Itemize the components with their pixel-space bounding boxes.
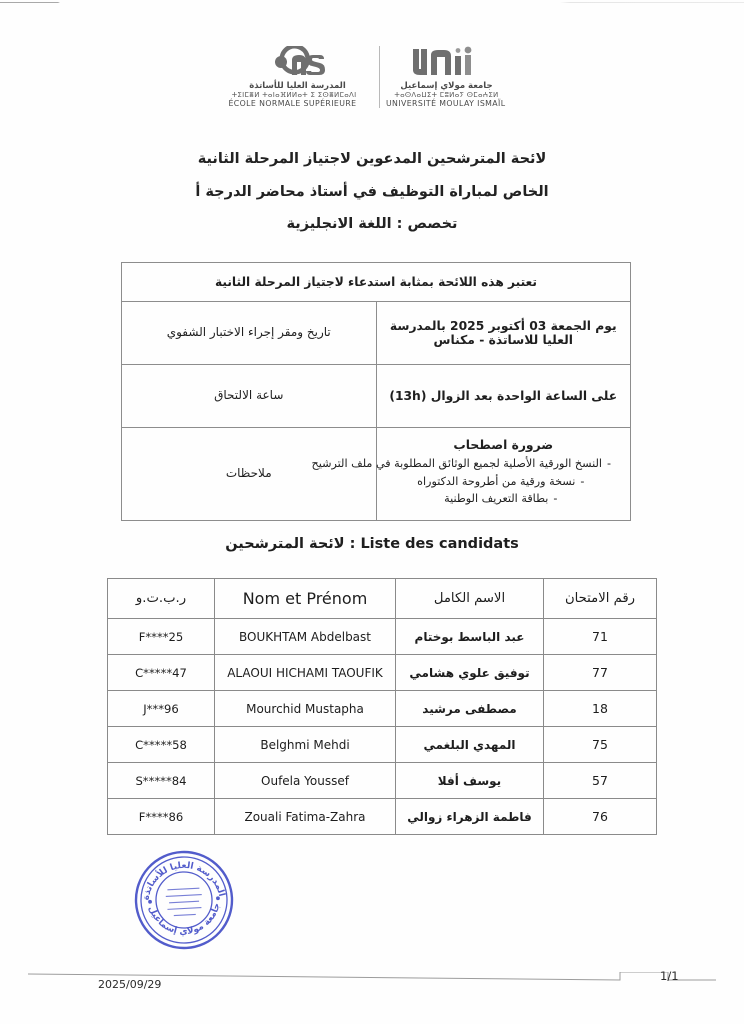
logo-divider [379, 46, 380, 108]
cell-full-name-ar: فاطمة الزهراء زوالي [396, 799, 544, 835]
table-row [108, 655, 657, 691]
notes-list [311, 455, 617, 508]
notes-bullet-dash: - [606, 456, 612, 470]
cell-exam-number: 18 [544, 691, 657, 727]
notes-bullet-dash: - [580, 474, 585, 488]
info-row-date [122, 302, 631, 365]
cell-cin: F****86 [108, 799, 215, 835]
column-header-cin: ر.ب.ت.و [108, 579, 215, 619]
info-label-date: تاريخ ومقر إجراء الاختبار الشفوي [122, 302, 377, 365]
cell-cin: F****25 [108, 619, 215, 655]
column-header-full-name-ar: الاسم الكامل [396, 579, 544, 619]
title-line-3: تخصص : اللغة الانجليزية [286, 216, 458, 232]
umi-tifinagh-name: ⵜⴰⵙⴷⴰⵡⵉⵜ ⵎⵓⵍⴰⵢ ⵙⵎⴰⵄⵉⵍ [394, 91, 499, 100]
scan-artifact-line [0, 2, 744, 3]
footer-date: 2025/09/29 [98, 978, 162, 991]
cell-full-name-fr: ALAOUI HICHAMI TAOUFIK [215, 655, 396, 691]
notes-item-text: بطاقة التعريف الوطنية [444, 492, 549, 506]
info-banner-cell: تعتبر هذه اللائحة بمثابة استدعاء لاجتياز المرحلة الثانية [122, 263, 631, 302]
ens-tifinagh-name: ⵜⵉⵏⵎⴻⵍ ⵜⴰⵏⴰⴼⵍⵍⴰⵜ ⵉ ⵉⵙⴻⵍⵎⴰⴷⵏ [231, 91, 357, 100]
info-label-time: ساعة الالتحاق [122, 365, 377, 428]
table-row [108, 619, 657, 655]
cell-full-name-ar: توفيق علوي هشامي [396, 655, 544, 691]
notes-item-text: نسخة ورقية من أطروحة الدكتوراه [417, 474, 576, 488]
official-stamp [115, 845, 252, 956]
ens-arabic-name: المدرسة العليا للأساتذة [249, 81, 346, 91]
cell-cin: C*****47 [108, 655, 215, 691]
table-row [108, 763, 657, 799]
cell-full-name-fr: BOUKHTAM Abdelbast [215, 619, 396, 655]
cell-full-name-ar: المهدي البلغمي [396, 727, 544, 763]
stamp-outer-text: المدرسة العليا للأساتذة [141, 860, 227, 902]
stamp-inner-text: جامعة مولاي إسماعيل [146, 901, 223, 938]
ens-french-name: ÉCOLE NORMALE SUPÉRIEURE [228, 99, 357, 109]
notes-item-text: النسخ الورقية الأصلية لجميع الوثائق المطلوبة في ملف الترشيح [311, 456, 602, 470]
notes-bullet-dash: - [553, 492, 558, 506]
notes-heading: ضرورة اصطحاب [453, 437, 554, 452]
umi-logo-text [385, 81, 506, 109]
cell-exam-number: 71 [544, 619, 657, 655]
info-value-notes [311, 428, 631, 521]
cell-exam-number: 75 [544, 727, 657, 763]
column-header-full-name-fr: Nom et Prénom [215, 579, 396, 619]
cell-full-name-ar: عبد الباسط بوختام [396, 619, 544, 655]
candidates-header-row [108, 579, 657, 619]
umi-logo [385, 44, 506, 109]
exam-info-table [121, 262, 631, 521]
cell-full-name-ar: يوسف أفلا [396, 763, 544, 799]
info-value-date: يوم الجمعة 03 أكتوبر 2025 بالمدرسة العليا للاساتذة - مكناس [376, 302, 631, 365]
cell-full-name-fr: Belghmi Mehdi [215, 727, 396, 763]
notes-item [311, 455, 617, 473]
candidates-list-heading [0, 536, 744, 552]
ens-logo [228, 44, 371, 109]
table-row [108, 727, 657, 763]
candidates-heading-ar: لائحة المترشحين [225, 536, 345, 552]
candidates-heading-fr: Liste des candidats [360, 536, 519, 552]
candidates-heading-sep: : [344, 536, 361, 552]
cell-full-name-fr: Oufela Youssef [215, 763, 396, 799]
cell-exam-number: 57 [544, 763, 657, 799]
cell-cin: C*****58 [108, 727, 215, 763]
cell-exam-number: 77 [544, 655, 657, 691]
table-row [108, 799, 657, 835]
info-value-time: على الساعة الواحدة بعد الزوال (13h) [376, 365, 631, 428]
info-label-notes: ملاحظات [122, 428, 377, 521]
title-line-1: لائحة المترشحين المدعوين لاجتياز المرحلة الثانية [197, 151, 547, 167]
title-line-2: الخاص لمباراة التوظيف في أستاذ محاضر الدرجة أ [195, 183, 549, 200]
cell-cin: J***96 [108, 691, 215, 727]
info-row-time [122, 365, 631, 428]
notes-item [391, 490, 617, 508]
cell-cin: S*****84 [108, 763, 215, 799]
notes-item [391, 473, 617, 491]
cell-exam-number: 76 [544, 799, 657, 835]
cell-full-name-fr: Zouali Fatima-Zahra [215, 799, 396, 835]
institution-logos [0, 44, 744, 108]
cell-full-name-ar: مصطفى مرشيد [396, 691, 544, 727]
candidates-table [107, 578, 657, 835]
footer-page-number: 1/1 [660, 969, 679, 983]
ens-logo-text [228, 81, 357, 109]
umi-french-name: UNIVERSITÉ MOULAY ISMAÏL [385, 99, 506, 109]
info-row-notes [122, 428, 631, 521]
umi-arabic-name: جامعة مولاي إسماعيل [400, 81, 493, 91]
ens-logo-mark [239, 44, 357, 78]
column-header-exam-number: رقم الامتحان [544, 579, 657, 619]
info-banner-row [122, 263, 631, 302]
table-row [108, 691, 657, 727]
umi-logo-mark [388, 44, 506, 78]
cell-full-name-fr: Mourchid Mustapha [215, 691, 396, 727]
page-title [0, 152, 744, 250]
